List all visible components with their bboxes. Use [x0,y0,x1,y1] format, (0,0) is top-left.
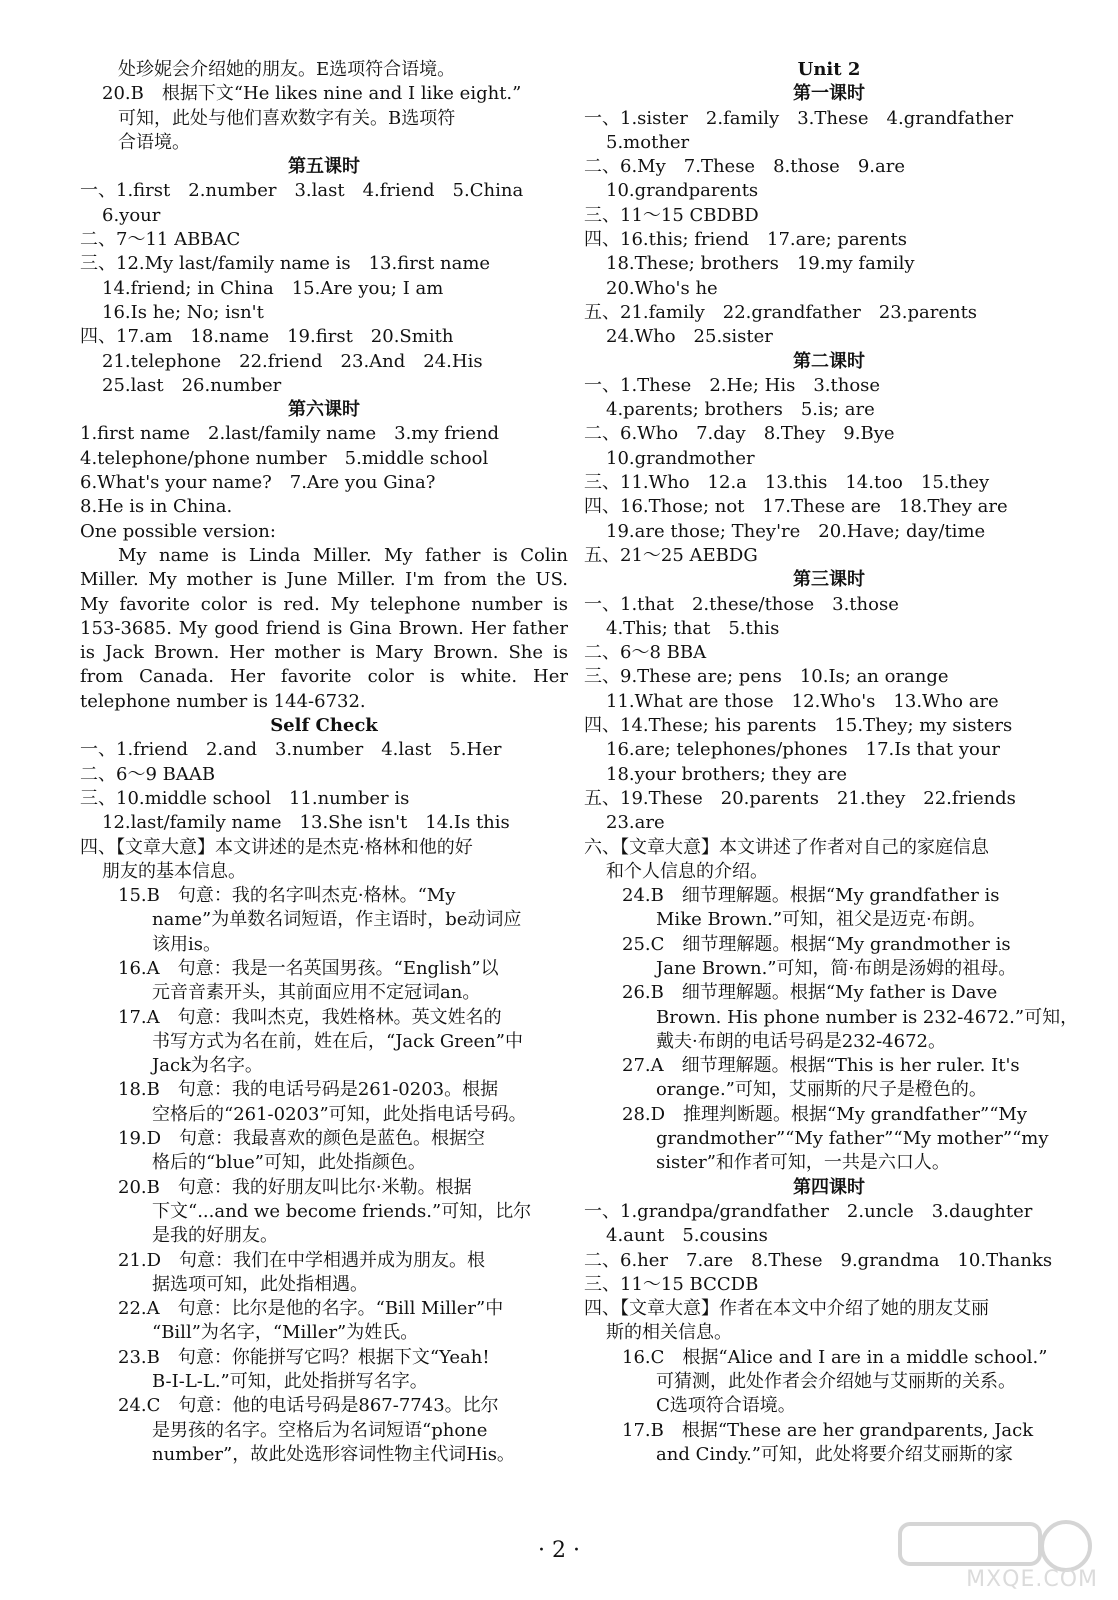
text-line: 一、1.sister 2.family 3.These 4.grandfather [584,107,1014,129]
text-line: 和个人信息的介绍。 [606,860,768,882]
text-line: 戴夫·布朗的电话号码是232-4672。 [656,1030,946,1052]
text-line: 6.your [102,204,161,226]
text-line: 四、14.These; his parents 15.They; my sisters [584,715,1013,737]
text-line: and Cindy.”可知，此处将要介绍艾丽斯的家 [656,1443,1013,1465]
text-line: number”，故此处选形容词性物主代词His。 [152,1443,515,1465]
text-line: Jack为名字。 [152,1055,263,1077]
text-line: 23.are [606,812,665,834]
text-line: 一、1.These 2.He; His 3.those [584,374,881,396]
text-line: 4.This; that 5.this [606,617,780,639]
text-line: 二、7～11 ABBAC [80,229,241,251]
text-line: telephone number is 144-6732. [80,690,366,712]
text-line: Miller. My mother is June Miller. I'm from the US. [80,569,568,591]
text-line: 18.B 句意：我的电话号码是261-0203。根据 [118,1079,499,1101]
text-line: sister”和作者可知，一共是六口人。 [656,1152,950,1174]
text-line: 153-3685. My good friend is Gina Brown. Her father [80,617,568,639]
text-line: 五、21～25 AEBDG [584,544,758,566]
text-line: 是男孩的名字。空格后为名词短语“phone [152,1419,488,1441]
text-line: 二、6～8 BBA [584,642,707,664]
text-line: name”为单数名词短语，作主语时，be动词应 [152,909,522,931]
section-heading: 第三课时 [793,569,865,591]
text-line: 据选项可知，此处指相遇。 [152,1273,368,1295]
text-line: Jane Brown.”可知，简·布朗是汤姆的祖母。 [656,957,1017,979]
text-line: My favorite color is red. My telephone number is [80,593,568,615]
watermark-text: MXQE.COM [966,1567,1098,1592]
watermark [890,1518,1100,1594]
text-line: 空格后的“261-0203”可知，此处指电话号码。 [152,1103,527,1125]
text-line: C选项符合语境。 [656,1395,796,1417]
text-line: orange.”可知，艾丽斯的尺子是橙色的。 [656,1079,987,1101]
page-number: · 2 · [538,1538,580,1563]
text-line: 23.B 句意：你能拼写它吗？根据下文“Yeah! [118,1346,490,1368]
text-line: 24.C 句意：他的电话号码是867-7743。比尔 [118,1395,499,1417]
text-line: 21.telephone 22.friend 23.And 24.His [102,350,483,372]
text-line: 22.A 句意：比尔是他的名字。“Bill Miller”中 [118,1298,504,1320]
text-line: 三、11～15 CBDBD [584,204,759,226]
text-line: 19.D 句意：我最喜欢的颜色是蓝色。根据空 [118,1128,486,1150]
text-line: 一、1.grandpa/grandfather 2.uncle 3.daughter [584,1200,1033,1222]
text-line: 17.B 根据“These are her grandparents, Jack [622,1419,1034,1441]
text-line: 二、6.Who 7.day 8.They 9.Bye [584,423,895,445]
text-line: 三、12.My last/family name is 13.first name [80,253,491,275]
text-line: 三、10.middle school 11.number is [80,787,410,809]
text-line: 4.aunt 5.cousins [606,1225,768,1247]
text-line: 合语境。 [118,131,190,153]
text-line: 二、6～9 BAAB [80,763,216,785]
text-line: 16.Is he; No; isn't [102,301,264,323]
text-line: 24.Who 25.sister [606,326,773,348]
text-line: 16.are; telephones/phones 17.Is that your [606,739,1001,761]
text-line: Mike Brown.”可知，祖父是迈克·布朗。 [656,909,986,931]
text-line: is Jack Brown. Her mother is Mary Brown. She is [80,642,568,664]
text-line: 14.friend; in China 15.Are you; I am [102,277,444,299]
text-line: 四、16.this; friend 17.are; parents [584,229,907,251]
text-line: Brown. His phone number is 232-4672.”可知， [656,1006,1079,1028]
text-line: B-I-L-L.”可知，此处指拼写名字。 [152,1371,428,1393]
section-heading: Self Check [270,715,378,737]
text-line: 四、16.Those; not 17.These are 18.They are [584,496,1008,518]
text-line: 25.last 26.number [102,374,282,396]
text-line: 该用is。 [152,933,221,955]
text-line: 20.B 根据下文“He likes nine and I like eight.” [102,83,522,105]
text-line: 16.A 句意：我是一名英国男孩。“English”以 [118,957,499,979]
section-heading: 第六课时 [288,399,360,421]
section-heading: 第五课时 [288,156,360,178]
text-line: 五、21.family 22.grandfather 23.parents [584,301,978,323]
text-line: 三、9.These are; pens 10.Is; an orange [584,666,949,688]
text-line: 19.are those; They're 20.Have; day/time [606,520,986,542]
text-line: 20.Who's he [606,277,718,299]
text-line: 11.What are those 12.Who's 13.Who are [606,690,999,712]
text-line: 18.These; brothers 19.my family [606,253,915,275]
text-line: 20.B 句意：我的好朋友叫比尔·米勒。根据 [118,1176,472,1198]
text-line: 27.A 细节理解题。根据“This is her ruler. It's [622,1055,1020,1077]
text-line: 三、11.Who 12.a 13.this 14.too 15.they [584,472,990,494]
section-heading: 第四课时 [793,1176,865,1198]
text-line: 下文“...and we become friends.”可知，比尔 [152,1200,532,1222]
text-line: 24.B 细节理解题。根据“My grandfather is [622,885,1000,907]
text-line: 格后的“blue”可知，此处指颜色。 [152,1152,426,1174]
text-line: 书写方式为名在前，姓在后，“Jack Green”中 [152,1030,523,1052]
text-line: 15.B 句意：我的名字叫杰克·格林。“My [118,885,456,907]
left-column [80,58,568,1467]
text-line: 斯的相关信息。 [606,1322,732,1344]
text-line: 一、1.first 2.number 3.last 4.friend 5.China [80,180,524,202]
text-line: 18.your brothers; they are [606,763,847,785]
text-line: 10.grandparents [606,180,759,202]
text-line: 16.C 根据“Alice and I are in a middle school.” [622,1346,1048,1368]
text-line: 26.B 细节理解题。根据“My father is Dave [622,982,998,1004]
text-line: 四、【文章大意】作者在本文中介绍了她的朋友艾丽 [584,1298,989,1320]
text-line: from Canada. Her favorite color is white. Her [80,666,568,688]
text-line: 12.last/family name 13.She isn't 14.Is this [102,812,510,834]
text-line: 二、6.her 7.are 8.These 9.grandma 10.Thanks [584,1249,1053,1271]
text-line: “Bill”为名字，“Miller”为姓氏。 [152,1322,419,1344]
text-line: 五、19.These 20.parents 21.they 22.friends [584,787,1016,809]
text-line: 一、1.friend 2.and 3.number 4.last 5.Her [80,739,502,761]
text-line: 6.What's your name? 7.Are you Gina? [80,472,436,494]
text-line: 三、11～15 BCCDB [584,1273,759,1295]
text-line: 四、【文章大意】本文讲述的是杰克·格林和他的好 [80,836,473,858]
text-line: One possible version: [80,520,276,542]
text-line: 28.D 推理判断题。根据“My grandfather”“My [622,1103,1028,1125]
text-line: grandmother”“My father”“My mother”“my [656,1128,1049,1150]
text-line: 21.D 句意：我们在中学相遇并成为朋友。根 [118,1249,486,1271]
text-line: 朋友的基本信息。 [102,860,246,882]
text-line: 5.mother [606,131,690,153]
text-line: 元音音素开头，其前面应用不定冠词an。 [152,982,481,1004]
text-line: 六、【文章大意】本文讲述了作者对自己的家庭信息 [584,836,989,858]
text-line: My name is Linda Miller. My father is Colin [118,544,568,566]
text-line: 四、17.am 18.name 19.first 20.Smith [80,326,454,348]
text-line: 二、6.My 7.These 8.those 9.are [584,156,905,178]
section-heading: 第二课时 [793,350,865,372]
text-line: 17.A 句意：我叫杰克，我姓格林。英文姓名的 [118,1006,502,1028]
text-line: 可知，此处与他们喜欢数字有关。B选项符 [118,107,456,129]
text-line: 4.telephone/phone number 5.middle school [80,447,489,469]
text-line: 可猜测，此处作者会介绍她与艾丽斯的关系。 [656,1371,1016,1393]
text-line: 是我的好朋友。 [152,1225,278,1247]
text-line: 8.He is in China. [80,496,233,518]
section-heading: 第一课时 [793,83,865,105]
text-line: 1.first name 2.last/family name 3.my friend [80,423,500,445]
text-line: 10.grandmother [606,447,755,469]
section-heading: Unit 2 [797,59,861,80]
text-line: 4.parents; brothers 5.is; are [606,399,875,421]
right-column [584,58,1079,1467]
text-line: 一、1.that 2.these/those 3.those [584,593,899,615]
text-line: 25.C 细节理解题。根据“My grandmother is [622,933,1011,955]
text-line: 处珍妮会介绍她的朋友。E选项符合语境。 [118,59,456,80]
